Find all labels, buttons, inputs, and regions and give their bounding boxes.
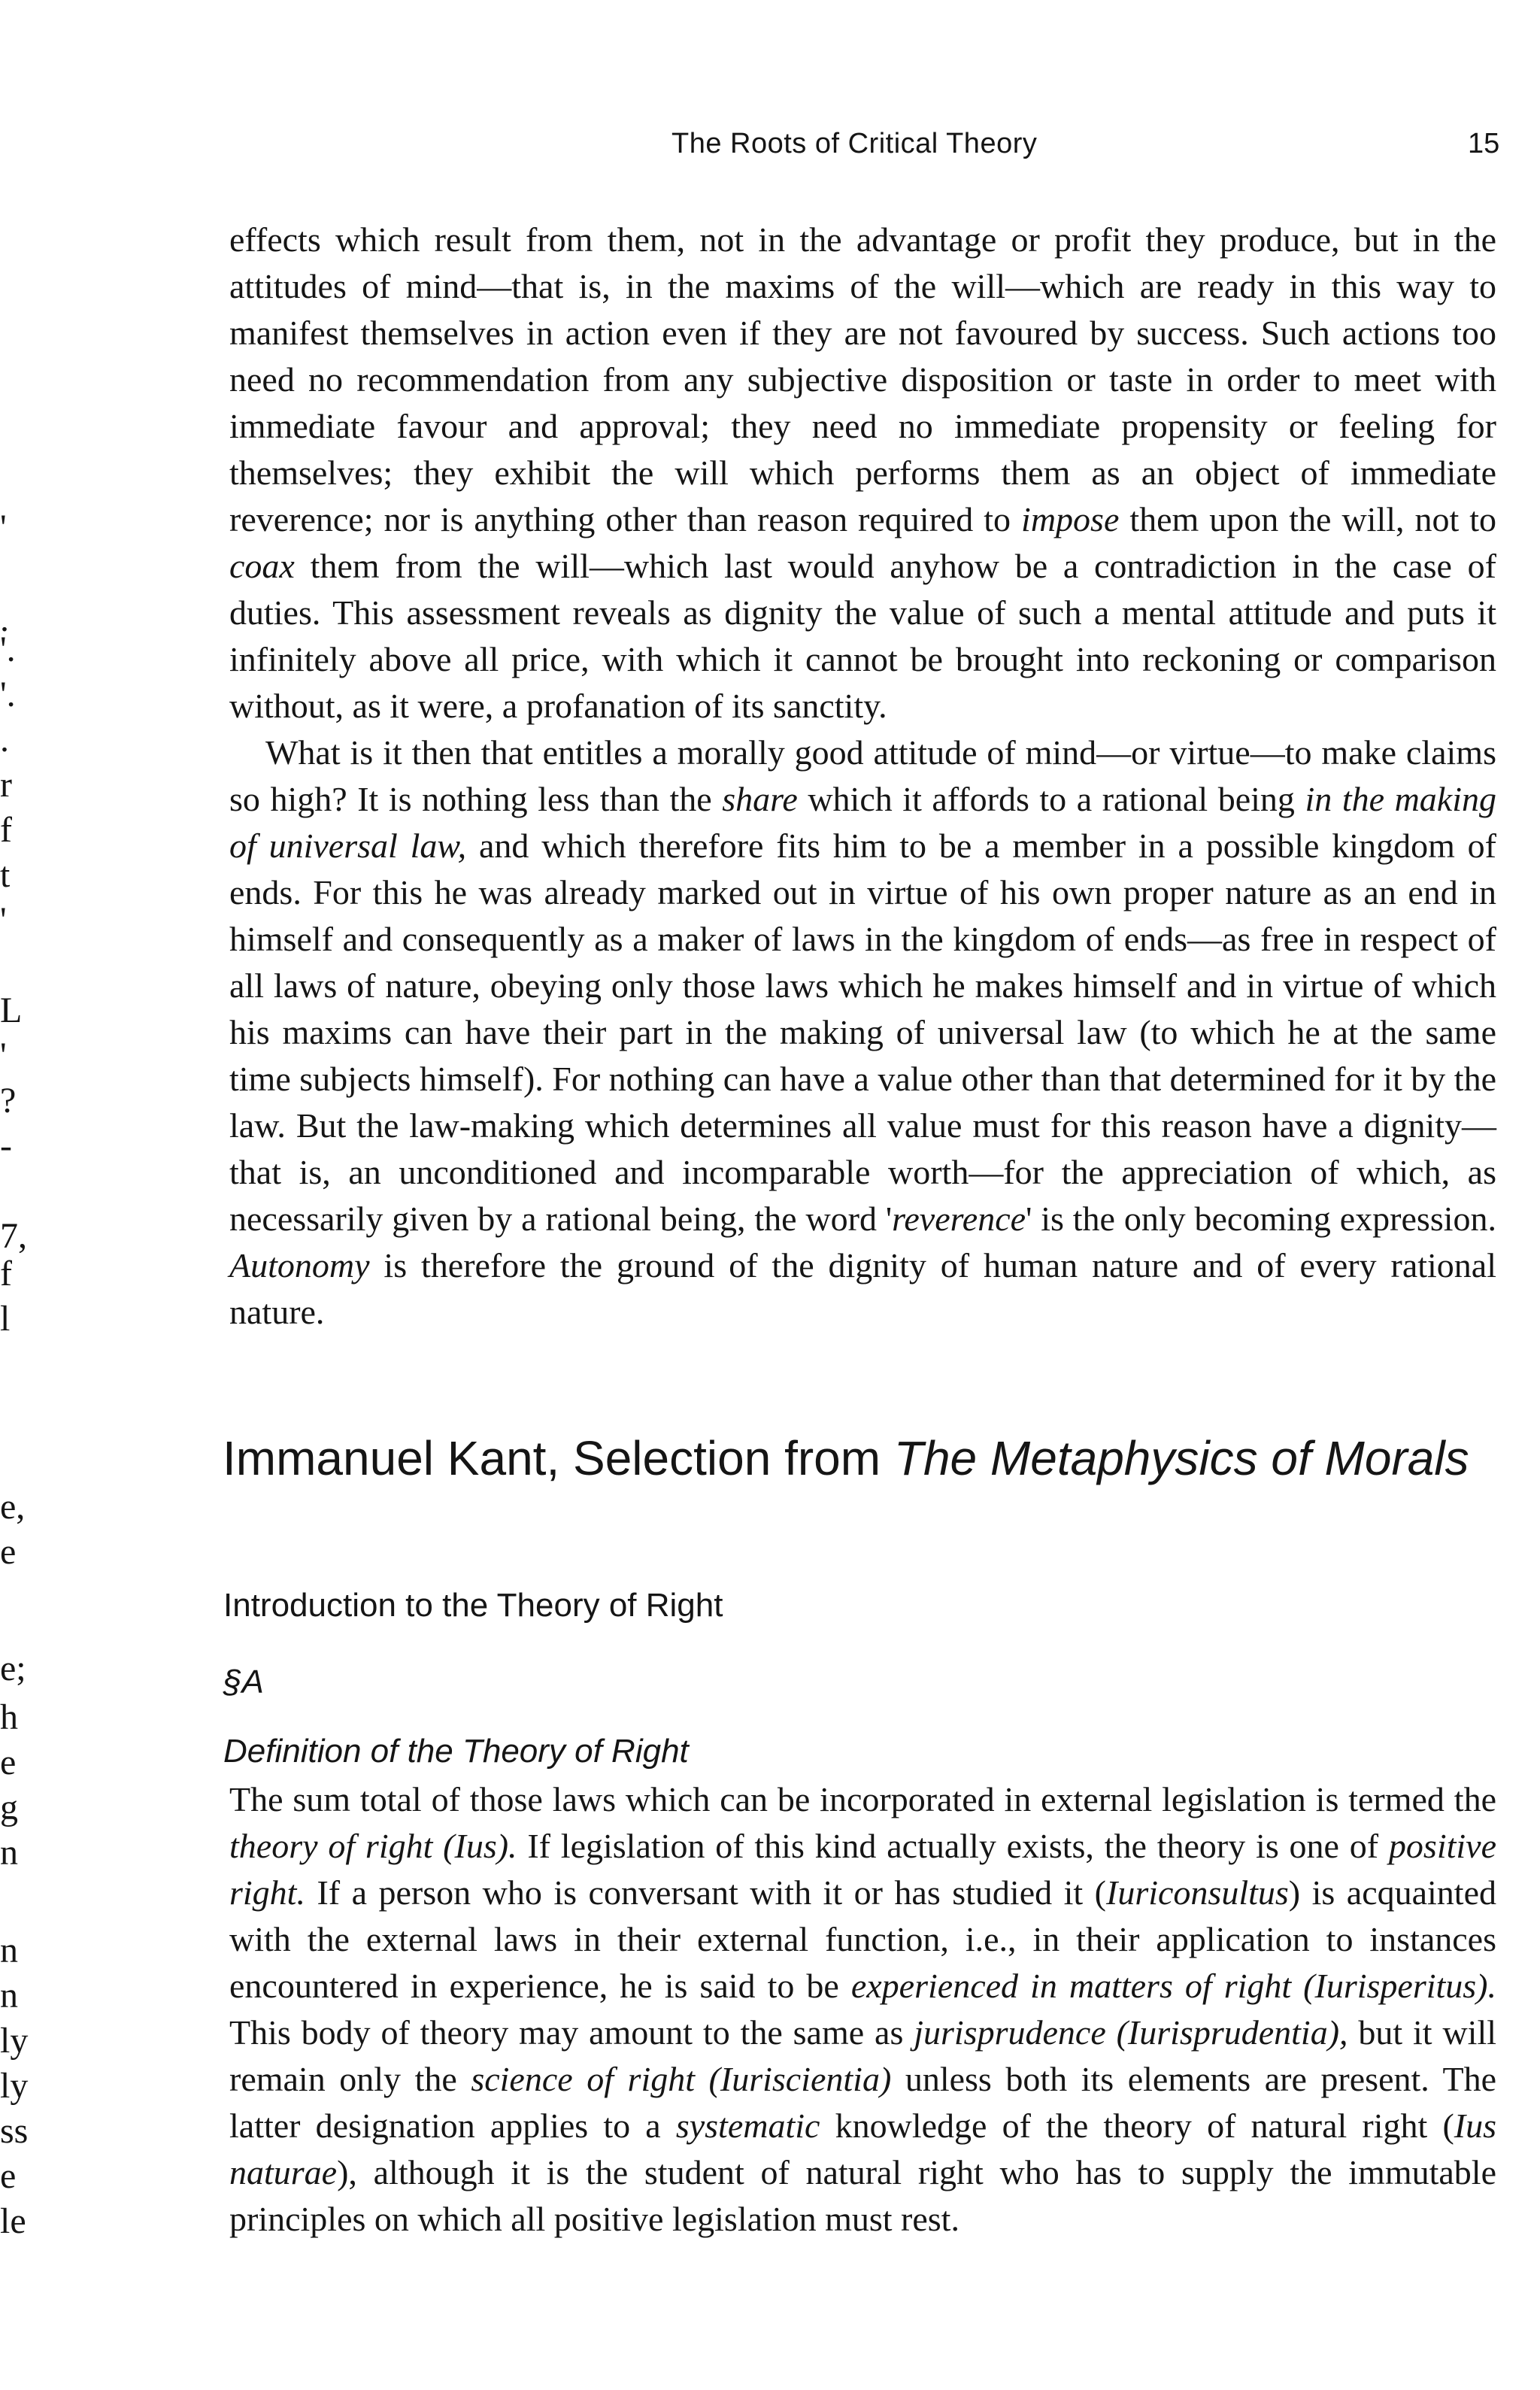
text-run: them from the will—which last would anyhow be a contradiction in the case of duties. This assessment reveals as dignity the value of such a mental attitude and puts it infinitely above all price, with which it cannot be brought into reckoning or comparison without, as it were, a profanation of its sanctity. xyxy=(229,547,1496,725)
gutter-fragment: . xyxy=(0,720,9,760)
gutter-fragment: ' xyxy=(0,900,7,940)
gutter-fragment: n xyxy=(0,1976,18,2015)
gutter-fragment: f xyxy=(0,1254,12,1294)
subtitle: Introduction to the Theory of Right xyxy=(223,1587,723,1624)
running-head-title: The Roots of Critical Theory xyxy=(671,128,1038,159)
gutter-fragment: t xyxy=(0,855,11,895)
section-title xyxy=(223,1429,1501,1488)
text-run: The sum total of those laws which can be incorporated in external legislation is termed the xyxy=(229,1780,1496,1818)
gutter-fragment: 7, xyxy=(0,1216,27,1256)
emphasis: Ius naturae xyxy=(229,2106,1497,2191)
text-run: What is it then that entitles a morally good attitude of mind—or virtue—to make claims so high? It is nothing less than the xyxy=(229,733,1496,818)
gutter-fragment: - xyxy=(0,1126,12,1166)
gutter-fragment: ' xyxy=(0,1036,7,1075)
emphasis: share xyxy=(722,780,798,818)
gutter-fragment: h xyxy=(0,1697,18,1737)
gutter-fragment: g xyxy=(0,1788,18,1827)
emphasis: Iuriconsultus xyxy=(1106,1873,1289,1912)
text-run: This body of theory may amount to the same as xyxy=(229,2013,914,2052)
gutter-fragment: n xyxy=(0,1833,18,1873)
text-run: unless both its elements are present. The latter designation applies to a xyxy=(229,2060,1496,2145)
section-title-work: The Metaphysics of Morals xyxy=(893,1431,1469,1485)
gutter-fragment: ly xyxy=(0,2021,29,2061)
gutter-fragment: le xyxy=(0,2201,26,2241)
gutter-fragment: e xyxy=(0,2156,17,2196)
gutter-fragment: ' xyxy=(0,508,7,547)
gutter-fragment: ss xyxy=(0,2111,29,2151)
body-text-lower xyxy=(229,1776,1496,2243)
definition-heading: Definition of the Theory of Right xyxy=(223,1733,689,1770)
text-run: which it affords to a rational being xyxy=(797,780,1305,818)
gutter-fragment: L xyxy=(0,990,23,1030)
text-run: and which therefore fits him to be a member in a possible kingdom of ends. For this he was already marked out in virtue of his own proper nature as an end in himself and consequently as a maker of laws in the kingdom of ends—as free in respect of all laws of nature, obeying only those laws which he makes himself and in virtue of which his maxims can have their part in the making of universal law (to which he at the same time subjects himself). For nothing can have a value other than that determined for it by the law. But the law-making which determines all value must for this reason have a dignity—that is, an unconditioned and incomparable worth—for the appreciation of which, as necessarily given by a rational being, the word ' xyxy=(229,826,1496,1238)
page-number: 15 xyxy=(1468,128,1500,159)
adjacent-page-gutter xyxy=(0,150,90,2271)
text-run: ), although it is the student of natural right who has to supply the immutable principles on which all positive legislation must rest. xyxy=(229,2153,1496,2238)
paragraph-continued xyxy=(229,217,1496,729)
paragraph xyxy=(229,729,1496,1336)
gutter-fragment: '. xyxy=(0,629,16,669)
emphasis: in the making of universal law, xyxy=(229,780,1496,865)
text-run: but it will remain only the xyxy=(229,2013,1496,2098)
emphasis: coax xyxy=(229,547,295,585)
emphasis: jurisprudence (Iurisprudentia), xyxy=(914,2013,1348,2052)
section-mark: §A xyxy=(223,1664,264,1700)
emphasis: Autonomy xyxy=(229,1246,370,1284)
gutter-fragment: '. xyxy=(0,675,16,714)
gutter-fragment: f xyxy=(0,810,12,850)
emphasis: experienced in matters of right (Iurisperitus). xyxy=(850,1967,1497,2005)
text-run: is therefore the ground of the dignity of human nature and of every rational nature. xyxy=(229,1246,1496,1331)
gutter-fragment: e; xyxy=(0,1648,26,1688)
emphasis: impose xyxy=(1021,500,1120,538)
text-run: If legislation of this kind actually exists, the theory is one of xyxy=(517,1827,1389,1865)
paragraph xyxy=(229,1776,1496,2243)
gutter-fragment: l xyxy=(0,1299,11,1339)
text-run: ' is the only becoming expression. xyxy=(1026,1200,1497,1238)
gutter-fragment: ly xyxy=(0,2066,29,2106)
text-run: knowledge of the theory of natural right ( xyxy=(820,2106,1454,2145)
emphasis: science of right (Iuriscientia) xyxy=(471,2060,892,2098)
gutter-fragment: e, xyxy=(0,1487,26,1527)
gutter-fragment: e xyxy=(0,1532,17,1572)
body-text-upper xyxy=(229,217,1496,1336)
emphasis: theory of right (Ius). xyxy=(229,1827,517,1865)
gutter-fragment: r xyxy=(0,765,12,805)
text-run: ) is acquainted with the external laws in their external function, i.e., in their application to instances encountered in experience, he is said to be xyxy=(229,1873,1497,2005)
text-run: If a person who is conversant with it or has studied it ( xyxy=(305,1873,1106,1912)
text-run: effects which result from them, not in the advantage or profit they produce, but in the attitudes of mind—that is, in the maxims of the will—which are ready in this way to manifest themselves in action even if they are not favoured by success. Such actions too need no recommendation from any subjective disposition or taste in order to meet with immediate favour and approval; they need no immediate propensity or feeling for themselves; they exhibit the will which performs them as an object of immediate reverence; nor is anything other than reason required to xyxy=(229,220,1496,538)
gutter-fragment: . xyxy=(0,599,9,639)
gutter-fragment: ? xyxy=(0,1081,17,1121)
section-title-text: Immanuel Kant, Selection from xyxy=(223,1431,894,1485)
gutter-fragment: n xyxy=(0,1931,18,1970)
gutter-fragment: e xyxy=(0,1742,17,1782)
text-run: them upon the will, not to xyxy=(1119,500,1497,538)
emphasis: systematic xyxy=(675,2106,820,2145)
emphasis: reverence xyxy=(892,1200,1026,1238)
emphasis: positive right. xyxy=(229,1827,1496,1912)
